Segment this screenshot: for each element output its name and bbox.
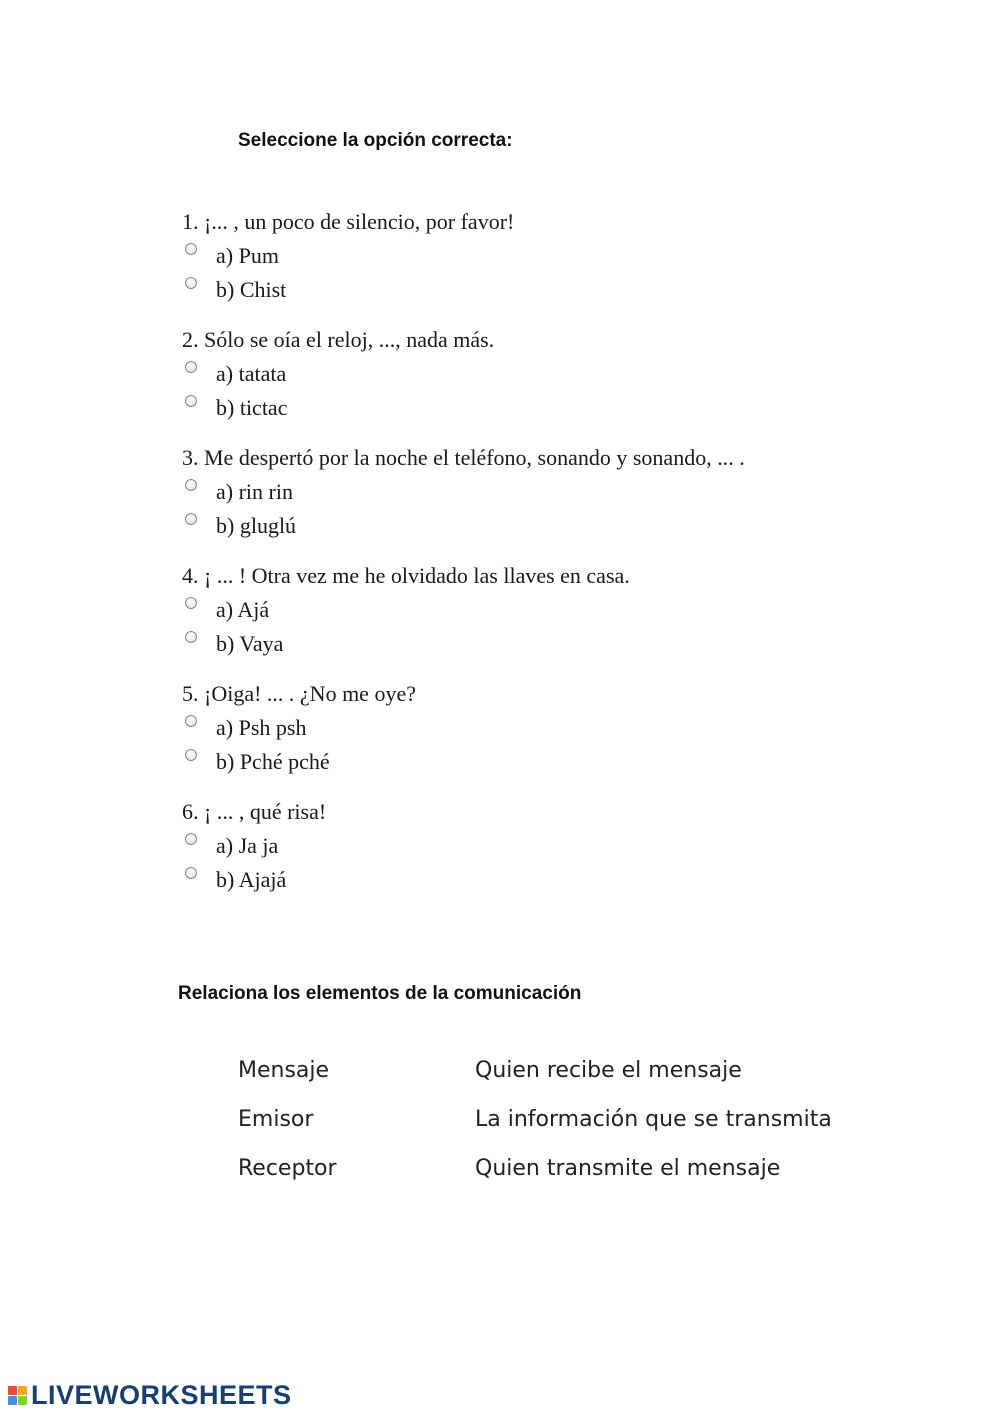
option-label: b) gluglú: [216, 513, 297, 538]
question-text: 6. ¡ ... , qué risa!: [182, 799, 327, 824]
matching-row: [238, 1148, 878, 1197]
radio-button[interactable]: [185, 479, 197, 491]
option-3a[interactable]: [182, 475, 882, 509]
quiz-questions: [182, 205, 882, 913]
option-1b[interactable]: [182, 273, 882, 307]
option-4b[interactable]: [182, 627, 882, 661]
matching-section-title: Relaciona los elementos de la comunicación: [178, 983, 582, 1004]
option-6a[interactable]: [182, 829, 882, 863]
question-2: [182, 323, 882, 425]
quiz-section-title: Seleccione la opción correcta:: [238, 130, 513, 151]
logo-square: [18, 1386, 27, 1395]
match-definition[interactable]: La información que se transmita: [475, 1107, 832, 1132]
match-term[interactable]: Emisor: [238, 1107, 314, 1132]
option-5b[interactable]: [182, 745, 882, 779]
radio-button[interactable]: [185, 395, 197, 407]
matching-exercise: [238, 1050, 878, 1197]
radio-button[interactable]: [185, 867, 197, 879]
brand-name: LIVEWORKSHEETS: [31, 1379, 292, 1410]
radio-button[interactable]: [185, 597, 197, 609]
option-label: a) Psh psh: [216, 715, 307, 740]
question-3: [182, 441, 882, 543]
radio-button[interactable]: [185, 631, 197, 643]
option-label: a) rin rin: [216, 479, 293, 504]
question-text: 4. ¡ ... ! Otra vez me he olvidado las llaves en casa.: [182, 563, 630, 588]
option-2b[interactable]: [182, 391, 882, 425]
liveworksheets-logo-icon: [8, 1386, 27, 1405]
logo-square: [8, 1386, 17, 1395]
radio-button[interactable]: [185, 749, 197, 761]
option-3b[interactable]: [182, 509, 882, 543]
question-4: [182, 559, 882, 661]
option-label: a) Ajá: [216, 597, 270, 622]
option-6b[interactable]: [182, 863, 882, 897]
option-4a[interactable]: [182, 593, 882, 627]
question-text: 2. Sólo se oía el reloj, ..., nada más.: [182, 327, 495, 352]
liveworksheets-brand: [8, 1380, 292, 1410]
question-5: [182, 677, 882, 779]
option-label: a) tatata: [216, 361, 287, 386]
option-label: a) Pum: [216, 243, 279, 268]
option-2a[interactable]: [182, 357, 882, 391]
radio-button[interactable]: [185, 833, 197, 845]
logo-square: [18, 1396, 27, 1405]
match-definition[interactable]: Quien recibe el mensaje: [475, 1058, 742, 1083]
radio-button[interactable]: [185, 277, 197, 289]
option-label: b) tictac: [216, 395, 288, 420]
question-text: 1. ¡... , un poco de silencio, por favor!: [182, 209, 515, 234]
option-label: b) Vaya: [216, 631, 284, 656]
match-term[interactable]: Receptor: [238, 1156, 337, 1181]
radio-button[interactable]: [185, 715, 197, 727]
question-1: [182, 205, 882, 307]
option-label: a) Ja ja: [216, 833, 279, 858]
question-text: 5. ¡Oiga! ... . ¿No me oye?: [182, 681, 416, 706]
radio-button[interactable]: [185, 361, 197, 373]
option-5a[interactable]: [182, 711, 882, 745]
radio-button[interactable]: [185, 243, 197, 255]
logo-square: [8, 1396, 17, 1405]
matching-row: [238, 1099, 878, 1148]
option-label: b) Pché pché: [216, 749, 330, 774]
match-term[interactable]: Mensaje: [238, 1058, 330, 1083]
matching-row: [238, 1050, 878, 1099]
match-definition[interactable]: Quien transmite el mensaje: [475, 1156, 781, 1181]
question-text: 3. Me despertó por la noche el teléfono, sonando y sonando, ... .: [182, 445, 745, 470]
question-6: [182, 795, 882, 897]
radio-button[interactable]: [185, 513, 197, 525]
option-label: b) Chist: [216, 277, 287, 302]
option-1a[interactable]: [182, 239, 882, 273]
option-label: b) Ajajá: [216, 867, 287, 892]
